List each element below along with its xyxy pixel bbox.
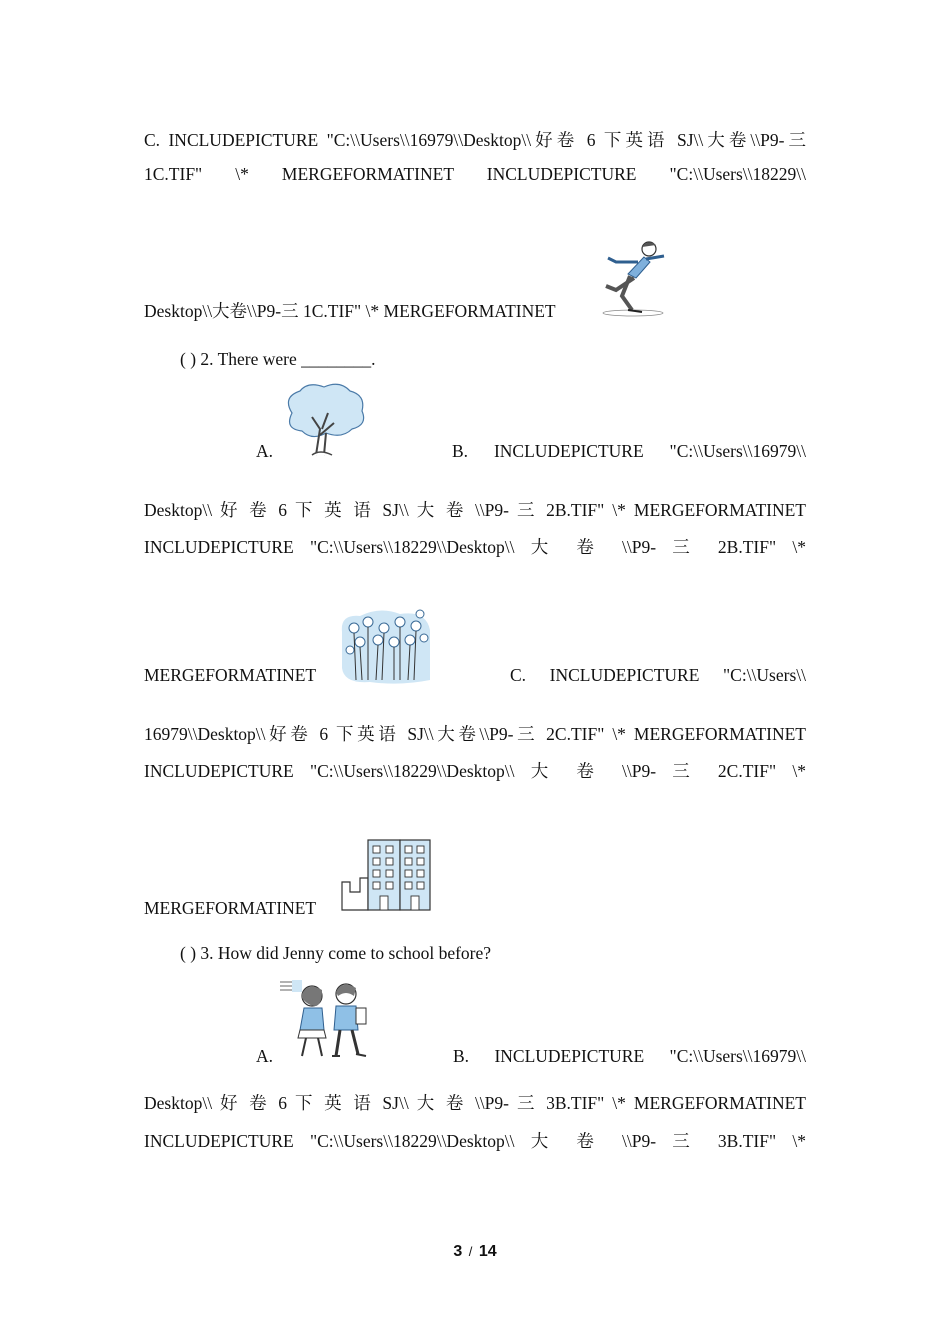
q2-option-a-label: A. [256,441,274,461]
page-separator: / [468,1244,473,1259]
flowers-image [340,608,432,684]
q2-option-b-line: MERGEFORMATINET [144,665,317,685]
current-page: 3 [453,1243,463,1260]
q2-option-c-line: C. INCLUDEPICTURE "C:\\Users\\ [510,665,806,685]
question-2: ( ) 2. There were ________. [180,349,376,369]
q1-option-c-line: C. INCLUDEPICTURE "C:\\Users\\16979\\Desktop\\好卷 6 下英语 SJ\\大卷\\P9-三 [144,130,806,150]
q1-option-c-line: 1C.TIF" \* MERGEFORMATINET INCLUDEPICTURE "C:\\Users\\18229\\ [144,164,806,184]
q3-option-b-line: B. INCLUDEPICTURE "C:\\Users\\16979\\ [453,1046,806,1066]
q2-option-c-line: MERGEFORMATINET [144,898,317,918]
q1-option-c-line: Desktop\\大卷\\P9-三 1C.TIF" \* MERGEFORMATINET [144,301,556,321]
q2-option-b-line: Desktop\\ 好 卷 6 下 英 语 SJ\\ 大 卷 \\P9- 三 2B.TIF" \* MERGEFORMATINET [144,500,806,520]
q3-option-a-label: A. [256,1046,274,1066]
tree-image [282,383,366,457]
page-number [0,1243,950,1261]
question-3: ( ) 3. How did Jenny come to school before? [180,943,492,963]
q2-option-b-line: INCLUDEPICTURE "C:\\Users\\18229\\Desktop\\ 大 卷 \\P9- 三 2B.TIF" \* [144,537,806,557]
skating-boy-image [598,238,668,320]
q3-option-b-line: Desktop\\ 好 卷 6 下 英 语 SJ\\ 大 卷 \\P9- 三 3B.TIF" \* MERGEFORMATINET [144,1093,806,1113]
q2-option-c-line: INCLUDEPICTURE "C:\\Users\\18229\\Desktop\\ 大 卷 \\P9- 三 2C.TIF" \* [144,761,806,781]
q2-option-b-line: B. INCLUDEPICTURE "C:\\Users\\16979\\ [452,441,806,461]
walking-children-image [278,976,374,1062]
buildings-image [340,838,432,912]
q2-option-c-line: 16979\\Desktop\\好卷 6 下英语 SJ\\大卷\\P9-三 2C.TIF" \* MERGEFORMATINET [144,724,806,744]
total-pages: 14 [478,1243,497,1260]
q3-option-b-line: INCLUDEPICTURE "C:\\Users\\18229\\Desktop\\ 大 卷 \\P9- 三 3B.TIF" \* [144,1131,806,1151]
